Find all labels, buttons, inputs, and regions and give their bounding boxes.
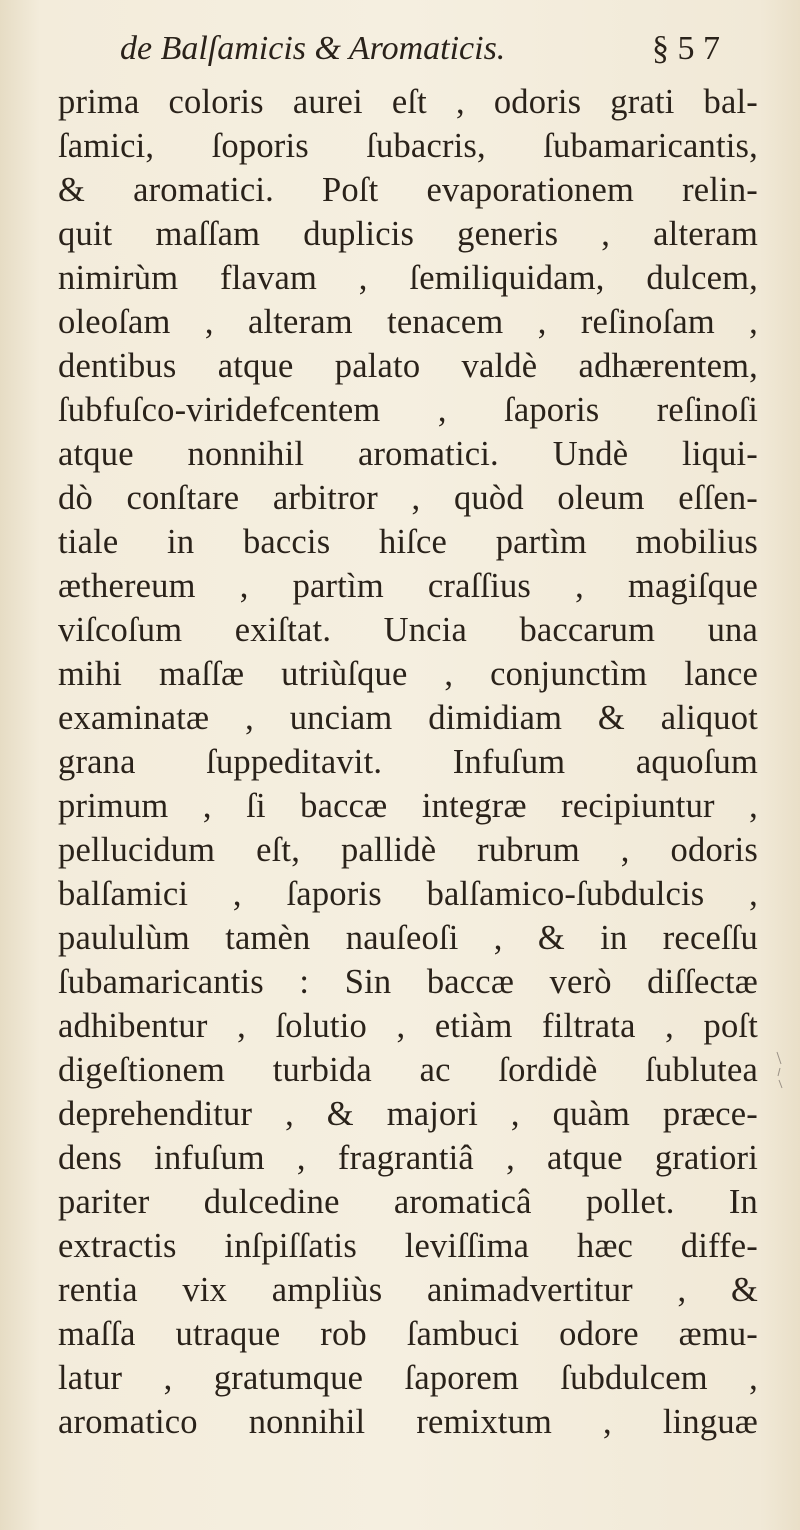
text-line: pariter dulcedine aromaticâ pollet. In [58, 1183, 758, 1221]
text-line: dens infuſum , fragrantiâ , atque gratiori [58, 1139, 758, 1177]
text-line: maſſa utraque rob ſambuci odore æmu- [58, 1315, 758, 1353]
text-line: pellucidum eſt, pallidè rubrum , odoris [58, 831, 758, 869]
running-title: de Balſamicis & Aromaticis. [120, 30, 506, 67]
text-line: rentia vix ampliùs animadvertitur , & [58, 1271, 758, 1309]
text-line: extractis inſpiſſatis leviſſima hæc diffe- [58, 1227, 758, 1265]
text-line: tiale in baccis hiſce partìm mobilius [58, 523, 758, 561]
text-line: deprehenditur , & majori , quàm præce- [58, 1095, 758, 1133]
text-line: primum , ſi baccæ integræ recipiuntur , [58, 787, 758, 825]
body-text [58, 80, 758, 1444]
text-line: grana ſuppeditavit. Infuſum aquoſum [58, 743, 758, 781]
text-line: mihi maſſæ utriùſque , conjunctìm lance [58, 655, 758, 693]
text-line: atque nonnihil aromatici. Undè liqui- [58, 435, 758, 473]
text-line: prima coloris aurei eſt , odoris grati bal- [58, 83, 758, 121]
text-line: nimirùm flavam , ſemiliquidam, dulcem, [58, 259, 758, 297]
text-line: digeſtionem turbida ac ſordidè ſublutea [58, 1051, 758, 1089]
text-line: & aromatici. Poſt evaporationem relin- [58, 171, 758, 209]
text-line: balſamici , ſaporis balſamico-ſubdulcis , [58, 875, 758, 913]
text-line: latur , gratumque ſaporem ſubdulcem , [58, 1359, 758, 1397]
text-line: quit maſſam duplicis generis , alteram [58, 215, 758, 253]
text-line: dentibus atque palato valdè adhærentem, [58, 347, 758, 385]
text-line: ſubamaricantis : Sin baccæ verò diſſectæ [58, 963, 758, 1001]
text-line: dò conſtare arbitror , quòd oleum eſſen- [58, 479, 758, 517]
running-head [60, 30, 720, 80]
text-line: examinatæ , unciam dimidiam & aliquot [58, 699, 758, 737]
text-line: aromatico nonnihil remixtum , linguæ [58, 1403, 758, 1441]
text-line: paululùm tamèn nauſeoſi , & in receſſu [58, 919, 758, 957]
text-line: ſamici, ſoporis ſubacris, ſubamaricantis, [58, 127, 758, 165]
margin-pencil-mark [775, 1050, 785, 1090]
text-line: ſubfuſco-viridefcentem , ſaporis reſinoſi [58, 391, 758, 429]
text-line: oleoſam , alteram tenacem , reſinoſam , [58, 303, 758, 341]
page-number: § 5 7 [652, 30, 720, 67]
text-line: æthereum , partìm craſſius , magiſque [58, 567, 758, 605]
text-line: viſcoſum exiſtat. Uncia baccarum una [58, 611, 758, 649]
text-line: adhibentur , ſolutio , etiàm filtrata , poſt [58, 1007, 758, 1045]
